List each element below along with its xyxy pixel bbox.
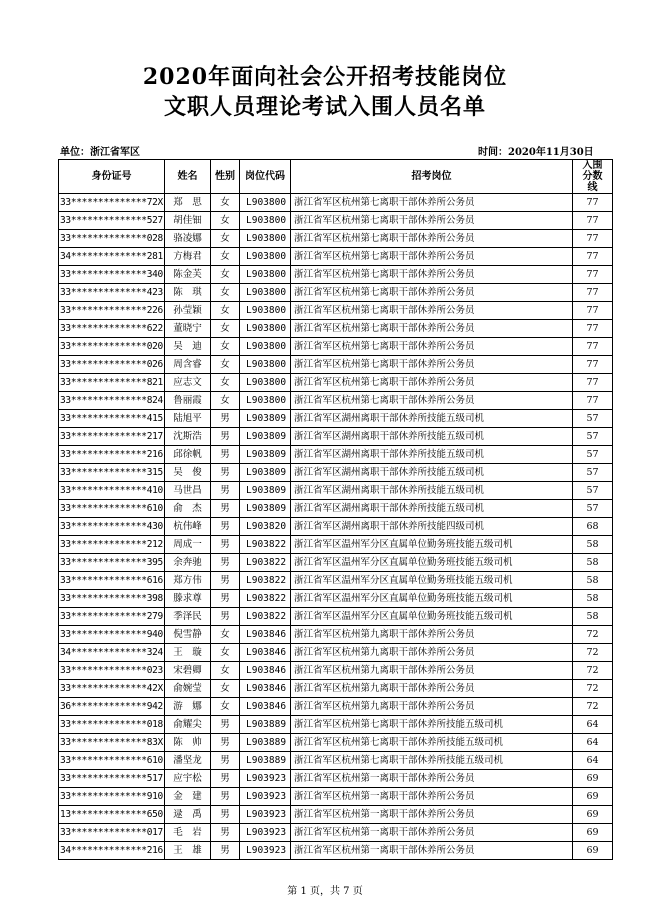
sex-cell: 男 [211, 608, 240, 626]
name-cell: 吴 迪 [165, 338, 211, 356]
code-cell: L903822 [240, 608, 291, 626]
score-cell: 57 [573, 464, 613, 482]
code-cell: L903822 [240, 554, 291, 572]
table-row [59, 626, 613, 644]
name-cell: 胡佳钿 [165, 212, 211, 230]
id-cell: 33**************610 [59, 500, 165, 518]
name-cell: 周成一 [165, 536, 211, 554]
sex-cell: 女 [211, 374, 240, 392]
id-cell: 33**************212 [59, 536, 165, 554]
position-cell: 浙江省军区杭州第九离职干部休养所公务员 [291, 662, 573, 680]
sex-cell: 女 [211, 680, 240, 698]
id-cell: 33**************028 [59, 230, 165, 248]
sex-cell: 女 [211, 194, 240, 212]
name-cell: 郑方伟 [165, 572, 211, 590]
sex-cell: 女 [211, 662, 240, 680]
table-row [59, 536, 613, 554]
code-cell: L903800 [240, 320, 291, 338]
position-cell: 浙江省军区温州军分区直属单位勤务班技能五级司机 [291, 608, 573, 626]
code-cell: L903846 [240, 662, 291, 680]
name-cell: 王 璇 [165, 644, 211, 662]
score-cell: 69 [573, 788, 613, 806]
page-footer: 第 1 页，共 7 页 [287, 886, 363, 897]
id-cell: 34**************281 [59, 248, 165, 266]
score-cell: 64 [573, 752, 613, 770]
position-cell: 浙江省军区杭州第九离职干部休养所公务员 [291, 698, 573, 716]
id-cell: 33**************430 [59, 518, 165, 536]
name-cell: 孙莹颖 [165, 302, 211, 320]
id-cell: 33**************83X [59, 734, 165, 752]
name-cell: 周含睿 [165, 356, 211, 374]
sex-cell: 男 [211, 410, 240, 428]
header-name: 姓名 [165, 160, 211, 194]
name-cell: 沈斯浩 [165, 428, 211, 446]
name-cell: 王 雄 [165, 842, 211, 860]
position-cell: 浙江省军区杭州第九离职干部休养所公务员 [291, 626, 573, 644]
sex-cell: 女 [211, 212, 240, 230]
score-cell: 77 [573, 212, 613, 230]
table-row [59, 842, 613, 860]
code-cell: L903800 [240, 266, 291, 284]
code-cell: L903846 [240, 680, 291, 698]
table-row [59, 680, 613, 698]
score-cell: 72 [573, 680, 613, 698]
position-cell: 浙江省军区杭州第七离职干部休养所公务员 [291, 230, 573, 248]
id-cell: 34**************216 [59, 842, 165, 860]
id-cell: 33**************616 [59, 572, 165, 590]
name-cell: 滕求尊 [165, 590, 211, 608]
score-cell: 72 [573, 662, 613, 680]
name-cell: 季泽民 [165, 608, 211, 626]
id-cell: 33**************395 [59, 554, 165, 572]
id-cell: 33**************517 [59, 770, 165, 788]
sex-cell: 女 [211, 392, 240, 410]
score-cell: 58 [573, 590, 613, 608]
code-cell: L903800 [240, 302, 291, 320]
sex-cell: 男 [211, 572, 240, 590]
header-score-text: 入围分数线 [582, 160, 603, 193]
score-cell: 69 [573, 842, 613, 860]
name-cell: 余奔驰 [165, 554, 211, 572]
score-cell: 57 [573, 428, 613, 446]
code-cell: L903820 [240, 518, 291, 536]
score-cell: 77 [573, 374, 613, 392]
id-cell: 13**************650 [59, 806, 165, 824]
code-cell: L903800 [240, 356, 291, 374]
position-cell: 浙江省军区杭州第七离职干部休养所公务员 [291, 266, 573, 284]
code-cell: L903822 [240, 590, 291, 608]
code-cell: L903846 [240, 626, 291, 644]
table-row [59, 428, 613, 446]
position-cell: 浙江省军区杭州第七离职干部休养所公务员 [291, 248, 573, 266]
sex-cell: 男 [211, 590, 240, 608]
sex-cell: 男 [211, 788, 240, 806]
table-row [59, 734, 613, 752]
score-cell: 77 [573, 194, 613, 212]
code-cell: L903800 [240, 230, 291, 248]
name-cell: 俞婉莹 [165, 680, 211, 698]
name-cell: 倪雪静 [165, 626, 211, 644]
score-cell: 58 [573, 608, 613, 626]
table-row [59, 446, 613, 464]
code-cell: L903889 [240, 752, 291, 770]
id-cell: 33**************217 [59, 428, 165, 446]
name-cell: 董晓宁 [165, 320, 211, 338]
id-cell: 33**************423 [59, 284, 165, 302]
code-cell: L903809 [240, 446, 291, 464]
score-cell: 77 [573, 392, 613, 410]
code-cell: L903809 [240, 500, 291, 518]
table-body [59, 194, 613, 860]
score-cell: 77 [573, 230, 613, 248]
table-row [59, 572, 613, 590]
sex-cell: 女 [211, 356, 240, 374]
code-cell: L903800 [240, 374, 291, 392]
name-cell: 鲁丽霞 [165, 392, 211, 410]
sex-cell: 男 [211, 446, 240, 464]
position-cell: 浙江省军区温州军分区直属单位勤务班技能五级司机 [291, 572, 573, 590]
sex-cell: 男 [211, 554, 240, 572]
score-cell: 57 [573, 500, 613, 518]
code-cell: L903800 [240, 392, 291, 410]
table-row [59, 374, 613, 392]
sex-cell: 女 [211, 230, 240, 248]
table-row [59, 788, 613, 806]
position-cell: 浙江省军区杭州第一离职干部休养所公务员 [291, 770, 573, 788]
id-cell: 33**************023 [59, 662, 165, 680]
name-cell: 邱徐帆 [165, 446, 211, 464]
sex-cell: 女 [211, 320, 240, 338]
sex-cell: 女 [211, 644, 240, 662]
header-code: 岗位代码 [240, 160, 291, 194]
table-row [59, 698, 613, 716]
id-cell: 33**************315 [59, 464, 165, 482]
score-cell: 77 [573, 302, 613, 320]
sex-cell: 男 [211, 842, 240, 860]
id-cell: 33**************410 [59, 482, 165, 500]
id-cell: 33**************415 [59, 410, 165, 428]
sex-cell: 男 [211, 428, 240, 446]
sex-cell: 男 [211, 464, 240, 482]
position-cell: 浙江省军区杭州第七离职干部休养所公务员 [291, 212, 573, 230]
code-cell: L903923 [240, 806, 291, 824]
score-cell: 69 [573, 824, 613, 842]
id-cell: 33**************72X [59, 194, 165, 212]
unit-label: 单位：浙江省军区 [60, 147, 140, 158]
id-cell: 33**************226 [59, 302, 165, 320]
name-cell: 陈金芙 [165, 266, 211, 284]
table-row [59, 644, 613, 662]
sex-cell: 男 [211, 500, 240, 518]
name-cell: 骆凌娜 [165, 230, 211, 248]
code-cell: L903800 [240, 212, 291, 230]
score-cell: 58 [573, 572, 613, 590]
score-cell: 64 [573, 734, 613, 752]
score-cell: 77 [573, 248, 613, 266]
position-cell: 浙江省军区杭州第一离职干部休养所公务员 [291, 806, 573, 824]
name-cell: 陈 琪 [165, 284, 211, 302]
position-cell: 浙江省军区湖州离职干部休养所技能五级司机 [291, 446, 573, 464]
document-title-line2: 文职人员理论考试入围人员名单 [163, 94, 486, 120]
id-cell: 33**************279 [59, 608, 165, 626]
time-label: 时间：2020年11月30日 [478, 147, 594, 158]
id-cell: 33**************020 [59, 338, 165, 356]
id-cell: 33**************026 [59, 356, 165, 374]
sex-cell: 男 [211, 518, 240, 536]
name-cell: 应宇松 [165, 770, 211, 788]
position-cell: 浙江省军区杭州第七离职干部休养所公务员 [291, 374, 573, 392]
name-cell: 俞耀尖 [165, 716, 211, 734]
sex-cell: 男 [211, 536, 240, 554]
position-cell: 浙江省军区湖州离职干部休养所技能五级司机 [291, 500, 573, 518]
sex-cell: 男 [211, 806, 240, 824]
id-cell: 33**************622 [59, 320, 165, 338]
header-position: 招考岗位 [291, 160, 573, 194]
id-cell: 33**************824 [59, 392, 165, 410]
sex-cell: 男 [211, 482, 240, 500]
table-row [59, 212, 613, 230]
sex-cell: 男 [211, 770, 240, 788]
sex-cell: 女 [211, 248, 240, 266]
position-cell: 浙江省军区杭州第七离职干部休养所公务员 [291, 356, 573, 374]
name-cell: 潘坚龙 [165, 752, 211, 770]
sex-cell: 女 [211, 266, 240, 284]
code-cell: L903800 [240, 284, 291, 302]
document-title-line1: 2020年面向社会公开招考技能岗位 [142, 64, 508, 90]
sex-cell: 男 [211, 716, 240, 734]
name-cell: 陆旭平 [165, 410, 211, 428]
table-row [59, 752, 613, 770]
sex-cell: 女 [211, 338, 240, 356]
table-row [59, 554, 613, 572]
code-cell: L903822 [240, 572, 291, 590]
table-row [59, 284, 613, 302]
position-cell: 浙江省军区杭州第七离职干部休养所技能五级司机 [291, 716, 573, 734]
position-cell: 浙江省军区温州军分区直属单位勤务班技能五级司机 [291, 590, 573, 608]
table-row [59, 806, 613, 824]
table-row [59, 500, 613, 518]
code-cell: L903800 [240, 338, 291, 356]
table-row [59, 194, 613, 212]
position-cell: 浙江省军区湖州离职干部休养所技能五级司机 [291, 482, 573, 500]
score-cell: 57 [573, 410, 613, 428]
code-cell: L903800 [240, 194, 291, 212]
position-cell: 浙江省军区杭州第七离职干部休养所公务员 [291, 284, 573, 302]
position-cell: 浙江省军区杭州第七离职干部休养所技能五级司机 [291, 734, 573, 752]
code-cell: L903923 [240, 842, 291, 860]
name-cell: 吴 俊 [165, 464, 211, 482]
table-row [59, 464, 613, 482]
score-cell: 72 [573, 644, 613, 662]
candidate-table [58, 159, 613, 860]
score-cell: 77 [573, 320, 613, 338]
id-cell: 33**************610 [59, 752, 165, 770]
score-cell: 72 [573, 626, 613, 644]
position-cell: 浙江省军区杭州第七离职干部休养所技能五级司机 [291, 752, 573, 770]
table-row [59, 662, 613, 680]
table-row [59, 248, 613, 266]
code-cell: L903889 [240, 716, 291, 734]
id-cell: 33**************398 [59, 590, 165, 608]
table-row [59, 392, 613, 410]
score-cell: 77 [573, 356, 613, 374]
table-row [59, 482, 613, 500]
position-cell: 浙江省军区温州军分区直属单位勤务班技能五级司机 [291, 536, 573, 554]
score-cell: 57 [573, 446, 613, 464]
code-cell: L903809 [240, 410, 291, 428]
code-cell: L903923 [240, 824, 291, 842]
name-cell: 方梅君 [165, 248, 211, 266]
id-cell: 33**************017 [59, 824, 165, 842]
position-cell: 浙江省军区杭州第九离职干部休养所公务员 [291, 680, 573, 698]
position-cell: 浙江省军区杭州第七离职干部休养所公务员 [291, 392, 573, 410]
score-cell: 58 [573, 554, 613, 572]
name-cell: 宋碧卿 [165, 662, 211, 680]
table-row [59, 230, 613, 248]
table-row [59, 302, 613, 320]
name-cell: 俞 杰 [165, 500, 211, 518]
score-cell: 68 [573, 518, 613, 536]
position-cell: 浙江省军区湖州离职干部休养所技能五级司机 [291, 428, 573, 446]
position-cell: 浙江省军区杭州第九离职干部休养所公务员 [291, 644, 573, 662]
table-row [59, 320, 613, 338]
id-cell: 33**************527 [59, 212, 165, 230]
code-cell: L903800 [240, 248, 291, 266]
position-cell: 浙江省军区杭州第一离职干部休养所公务员 [291, 824, 573, 842]
score-cell: 57 [573, 482, 613, 500]
position-cell: 浙江省军区杭州第一离职干部休养所公务员 [291, 788, 573, 806]
name-cell: 应志文 [165, 374, 211, 392]
id-cell: 33**************940 [59, 626, 165, 644]
table-row [59, 410, 613, 428]
header-sex: 性别 [211, 160, 240, 194]
score-cell: 69 [573, 806, 613, 824]
code-cell: L903809 [240, 428, 291, 446]
position-cell: 浙江省军区杭州第七离职干部休养所公务员 [291, 194, 573, 212]
name-cell: 郑 思 [165, 194, 211, 212]
id-cell: 33**************821 [59, 374, 165, 392]
score-cell: 64 [573, 716, 613, 734]
code-cell: L903923 [240, 788, 291, 806]
table-row [59, 716, 613, 734]
header-id: 身份证号 [59, 160, 165, 194]
sex-cell: 女 [211, 698, 240, 716]
score-cell: 77 [573, 266, 613, 284]
table-row [59, 518, 613, 536]
name-cell: 逯 禹 [165, 806, 211, 824]
sex-cell: 女 [211, 284, 240, 302]
sex-cell: 女 [211, 626, 240, 644]
position-cell: 浙江省军区杭州第七离职干部休养所公务员 [291, 302, 573, 320]
id-cell: 33**************018 [59, 716, 165, 734]
table-header-row [59, 160, 613, 194]
code-cell: L903846 [240, 698, 291, 716]
table-row [59, 590, 613, 608]
table-row [59, 770, 613, 788]
table-row [59, 266, 613, 284]
position-cell: 浙江省军区杭州第一离职干部休养所公务员 [291, 842, 573, 860]
sex-cell: 女 [211, 302, 240, 320]
id-cell: 33**************910 [59, 788, 165, 806]
position-cell: 浙江省军区湖州离职干部休养所技能五级司机 [291, 464, 573, 482]
code-cell: L903923 [240, 770, 291, 788]
table-row [59, 824, 613, 842]
sex-cell: 男 [211, 752, 240, 770]
position-cell: 浙江省军区湖州离职干部休养所技能五级司机 [291, 410, 573, 428]
id-cell: 36**************942 [59, 698, 165, 716]
code-cell: L903889 [240, 734, 291, 752]
position-cell: 浙江省军区杭州第七离职干部休养所公务员 [291, 338, 573, 356]
name-cell: 金 建 [165, 788, 211, 806]
position-cell: 浙江省军区温州军分区直属单位勤务班技能五级司机 [291, 554, 573, 572]
position-cell: 浙江省军区湖州离职干部休养所技能四级司机 [291, 518, 573, 536]
sex-cell: 男 [211, 734, 240, 752]
table-row [59, 608, 613, 626]
score-cell: 77 [573, 284, 613, 302]
score-cell: 77 [573, 338, 613, 356]
name-cell: 游 娜 [165, 698, 211, 716]
score-cell: 72 [573, 698, 613, 716]
table-row [59, 338, 613, 356]
score-cell: 58 [573, 536, 613, 554]
table-row [59, 356, 613, 374]
name-cell: 马世昌 [165, 482, 211, 500]
name-cell: 杭伟峰 [165, 518, 211, 536]
id-cell: 34**************324 [59, 644, 165, 662]
header-score [573, 160, 613, 194]
position-cell: 浙江省军区杭州第七离职干部休养所公务员 [291, 320, 573, 338]
sex-cell: 男 [211, 824, 240, 842]
score-cell: 69 [573, 770, 613, 788]
name-cell: 陈 帅 [165, 734, 211, 752]
code-cell: L903822 [240, 536, 291, 554]
code-cell: L903809 [240, 464, 291, 482]
id-cell: 33**************216 [59, 446, 165, 464]
id-cell: 33**************42X [59, 680, 165, 698]
name-cell: 毛 岩 [165, 824, 211, 842]
code-cell: L903846 [240, 644, 291, 662]
code-cell: L903809 [240, 482, 291, 500]
id-cell: 33**************340 [59, 266, 165, 284]
